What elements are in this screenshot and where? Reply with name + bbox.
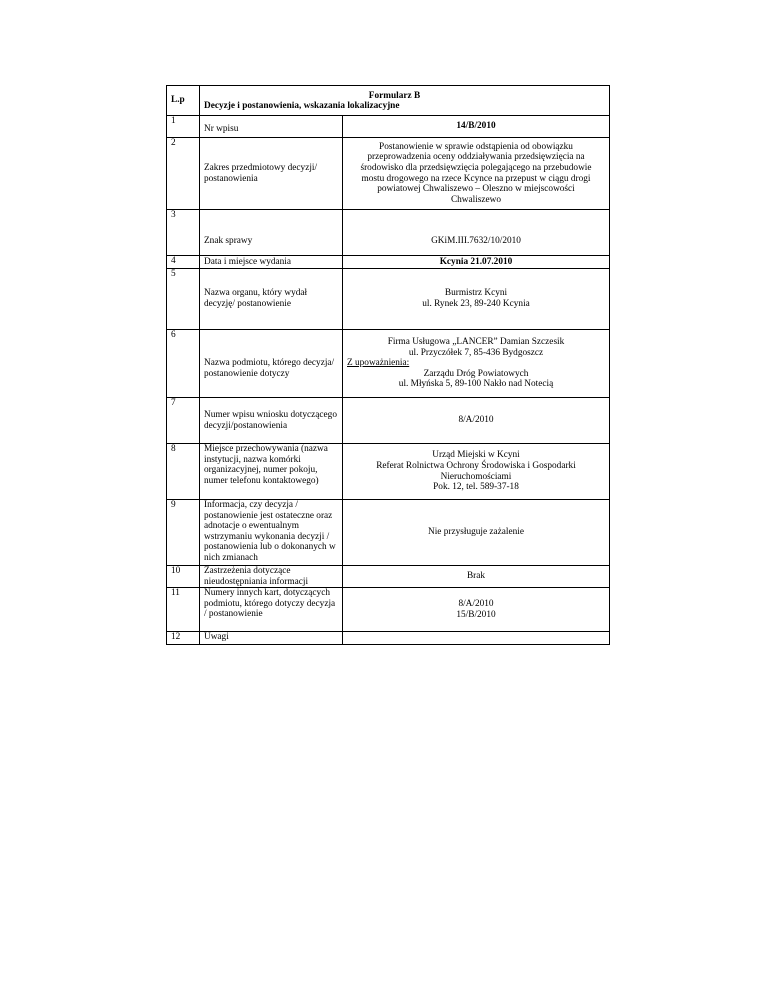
row-label: Nazwa podmiotu, którego decyzja/ postanowienie dotyczy bbox=[200, 330, 343, 398]
value-line: Postanowienie w sprawie odstąpienia od obowiązku bbox=[379, 141, 573, 152]
value-line: ul. Przyczółek 7, 85-436 Bydgoszcz bbox=[408, 347, 544, 358]
row-label: Miejsce przechowywania (nazwa instytucji, nazwa komórki organizacyjnej, numer pokoju, numer telefonu kontaktowego) bbox=[200, 444, 343, 500]
value-line: Nie przysługuje zażalenie bbox=[427, 527, 525, 538]
value-line: Firma Usługowa „LANCER” Damian Szczesik bbox=[387, 337, 565, 348]
row-number: 5 bbox=[167, 269, 200, 330]
storage-location-value bbox=[343, 444, 610, 500]
finality-value bbox=[343, 500, 610, 566]
row-label: Numery innych kart, dotyczących podmiotu, którego dotyczy decyzja / postanowienie bbox=[200, 588, 343, 632]
row-number: 10 bbox=[167, 566, 200, 588]
lp-header bbox=[167, 86, 200, 116]
row-label: Znak sprawy bbox=[200, 210, 343, 256]
row-label: Informacja, czy decyzja / postanowienie jest ostateczne oraz adnotacje o ewentualnym wstrzymaniu wykonania decyzji / postanowienia lub o dokonanych w nich zmianach bbox=[200, 500, 343, 566]
row-number: 4 bbox=[167, 256, 200, 269]
row-number: 2 bbox=[167, 138, 200, 210]
value-line: mostu drogowego na rzece Kcynce na przepust w ciągu drogi bbox=[361, 173, 591, 184]
row-number: 8 bbox=[167, 444, 200, 500]
value-line: Pok. 12, tel. 589-37-18 bbox=[433, 482, 519, 493]
value-line: 8/A/2010 bbox=[458, 415, 494, 426]
date-place-value bbox=[343, 256, 610, 269]
value-line: Burmistrz Kcyni bbox=[444, 288, 508, 299]
value-line: Nieruchomościami bbox=[440, 471, 512, 482]
lp-label: L.p bbox=[171, 95, 185, 106]
table-row bbox=[167, 632, 610, 645]
table-row bbox=[167, 588, 610, 632]
value-line: Zarządu Dróg Powiatowych bbox=[423, 368, 529, 379]
row-number: 1 bbox=[167, 116, 200, 138]
row-label: Nazwa organu, który wydał decyzję/ postanowienie bbox=[200, 269, 343, 330]
row-label: Data i miejsce wydania bbox=[200, 256, 343, 269]
row-label: Numer wpisu wniosku dotyczącego decyzji/postanowienia bbox=[200, 398, 343, 444]
row-number: 7 bbox=[167, 398, 200, 444]
authority-value bbox=[343, 269, 610, 330]
row-number: 12 bbox=[167, 632, 200, 645]
table-row bbox=[167, 330, 610, 398]
value-line: 8/A/2010 bbox=[458, 599, 494, 610]
value-line: przeprowadzenia oceny oddziaływania przedsięwzięcia na bbox=[367, 152, 585, 163]
entry-number-value bbox=[343, 116, 610, 138]
table-row bbox=[167, 269, 610, 330]
value-line: Chwaliszewo bbox=[450, 194, 502, 205]
row-label: Zastrzeżenia dotyczące nieudostępniania informacji bbox=[200, 566, 343, 588]
value-line: ul. Młyńska 5, 89-100 Nakło nad Notecią bbox=[398, 379, 554, 390]
table-row bbox=[167, 444, 610, 500]
value-line: Urząd Miejski w Kcyni bbox=[432, 450, 520, 461]
value-line: 15/B/2010 bbox=[456, 609, 496, 620]
value-line: GKiM.III.7632/10/2010 bbox=[431, 236, 521, 247]
notes-value bbox=[343, 632, 610, 645]
table-row bbox=[167, 116, 610, 138]
restrictions-value bbox=[343, 566, 610, 588]
row-number: 9 bbox=[167, 500, 200, 566]
table-row bbox=[167, 500, 610, 566]
row-label: Uwagi bbox=[200, 632, 343, 645]
form-b-table bbox=[166, 85, 610, 645]
case-ref-value bbox=[343, 210, 610, 256]
value-line: 14/B/2010 bbox=[456, 121, 496, 132]
table-row bbox=[167, 566, 610, 588]
table-row bbox=[167, 138, 610, 210]
value-line: powiatowej Chwaliszewo – Oleszno w miejscowości bbox=[377, 184, 575, 195]
row-number: 11 bbox=[167, 588, 200, 632]
form-title-cell bbox=[200, 86, 610, 116]
row-number: 3 bbox=[167, 210, 200, 256]
value-line: Kcynia 21.07.2010 bbox=[439, 256, 513, 267]
header-row bbox=[167, 86, 610, 116]
table-row bbox=[167, 256, 610, 269]
scope-value bbox=[343, 138, 610, 210]
form-subtitle: Decyzje i postanowienia, wskazania lokalizacyjne bbox=[204, 101, 400, 112]
value-line: Brak bbox=[466, 571, 486, 582]
value-line: Referat Rolnictwa Ochrony Środowiska i Gospodarki bbox=[376, 460, 576, 471]
value-line: ul. Rynek 23, 89-240 Kcynia bbox=[422, 299, 530, 309]
row-number: 6 bbox=[167, 330, 200, 398]
row-label: Zakres przedmiotowy decyzji/ postanowienia bbox=[200, 138, 343, 210]
table-row bbox=[167, 398, 610, 444]
subject-value bbox=[343, 330, 610, 398]
value-line: Z upoważnienia: bbox=[347, 358, 410, 369]
form-title: Formularz B bbox=[368, 90, 421, 101]
other-cards-value bbox=[343, 588, 610, 632]
row-label: Nr wpisu bbox=[200, 116, 343, 138]
table-row bbox=[167, 210, 610, 256]
value-line: środowisko dla przedsięwzięcia polegającego na przebudowie bbox=[360, 162, 592, 173]
application-number-value bbox=[343, 398, 610, 444]
